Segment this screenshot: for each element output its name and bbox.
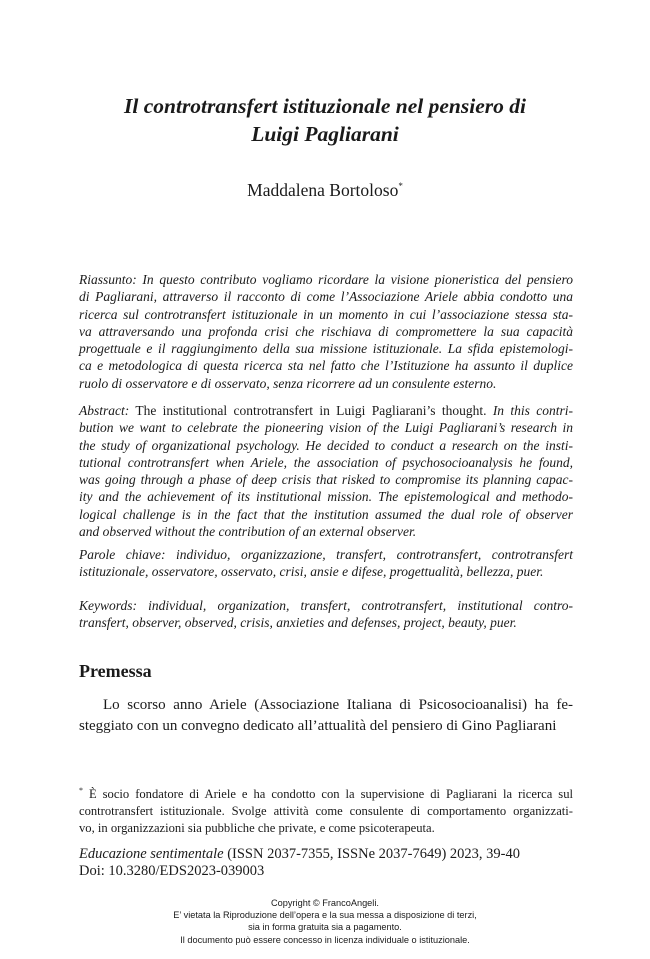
abstract-label: Abstract: (79, 403, 130, 418)
body-paragraph (79, 695, 573, 737)
journal-line (79, 846, 520, 863)
footnote-line: vo, in organizzazioni sia pubbliche che private, e come psicoterapeuta. (79, 821, 435, 836)
author-footnote-marker[interactable]: * (398, 181, 403, 192)
riassunto-line: ricerca sul controtransfert istituzionale in un momento in cui l’associazione stessa sta- (79, 306, 573, 322)
body-line: steggiato con un convegno dedicato all’attualità del pensiero di Gino Pagliarani (79, 718, 557, 734)
copyright-line: sia in forma gratuita sia a pagamento. (248, 922, 402, 933)
abstract-line: and observed without the contribution of an external observer. (79, 524, 417, 540)
abstract-line: bution we want to celebrate the pioneering vision of the Luigi Pagliarani’s research in (79, 420, 573, 436)
abstract-line: was going through a phase of deep crisis that risked to compromise its planning capac- (79, 472, 573, 488)
section-heading: Premessa (79, 661, 152, 681)
author-line (0, 180, 650, 201)
article-title-line-1: Il controtransfert istituzionale nel pensiero di (124, 94, 526, 118)
abstract-line: tutional controtransfert when Ariele, the association of psychosocioanalysis he found, (79, 454, 573, 470)
riassunto-line: di Pagliarani, attraverso il racconto di come l’Associazione Ariele abbia condotto una (79, 289, 573, 305)
journal-citation (79, 846, 520, 880)
riassunto-line: ca e metodologica di questa ricerca sta nel fatto che l’Istituzione ha assunto il duplice (79, 358, 573, 374)
footnote-line: controtransfert istituzionale. Svolge attività come consulente di comportamento organizzati- (79, 804, 573, 819)
copyright-notice (0, 897, 650, 946)
keywords-paragraph (79, 597, 573, 632)
riassunto-line: progettuale e il raggiungimento della sua missione istituzionale. La sfida epistemologi- (79, 341, 573, 357)
abstract-line: the study of organizational psychology. He decided to conduct a research on the insti- (79, 437, 573, 453)
article-title-line-2: Luigi Pagliarani (251, 122, 399, 146)
abstract-line: logical challenge is in the fact that the institution assumed the dual role of observer (79, 506, 573, 522)
author-name: Maddalena Bortoloso (247, 180, 399, 200)
riassunto-line: Riassunto: In questo contributo vogliamo ricordare la visione pioneristica del pensiero (79, 272, 573, 287)
copyright-line: E’ vietata la Riproduzione dell’opera e la sua messa a disposizione di terzi, (173, 910, 477, 921)
abstract-first-line (79, 402, 573, 419)
abstract-first-line-italic: In this contri- (492, 403, 573, 418)
keywords-line: transfert, observer, observed, crisis, anxieties and defenses, project, beauty, puer. (79, 615, 517, 631)
journal-doi[interactable]: Doi: 10.3280/EDS2023-039003 (79, 863, 265, 879)
article-title (60, 92, 590, 148)
footnote (79, 782, 573, 837)
footnote-first-line (79, 782, 573, 803)
riassunto-paragraph (79, 271, 573, 392)
copyright-line: Copyright © FrancoAngeli. (271, 898, 379, 908)
body-line: Lo scorso anno Ariele (Associazione Italiana di Psicosocioanalisi) ha fe- (103, 697, 573, 713)
abstract-paragraph (79, 402, 573, 540)
parole-chiave-paragraph (79, 546, 573, 581)
keywords-line: Keywords: individual, organization, transfert, controtransfert, institutional contro- (79, 598, 573, 613)
parole-chiave-line: istituzionale, osservatore, osservato, crisi, ansie e difese, progettualità, bellezza, puer. (79, 564, 544, 580)
copyright-line: Il documento può essere concesso in licenza individuale o istituzionale. (180, 934, 470, 945)
journal-name: Educazione sentimentale (79, 846, 224, 862)
journal-details: (ISSN 2037-7355, ISSNe 2037-7649) 2023, 39-40 (223, 846, 520, 862)
abstract-line: ity and the achievement of its institutional mission. The epistemological and methodo- (79, 489, 573, 505)
riassunto-line: va attraversando una profonda crisi che rischiava di compromettere la sua capacità (79, 323, 573, 339)
footnote-marker: * (79, 786, 83, 795)
footnote-text: È socio fondatore di Ariele e ha condotto con la supervisione di Pagliarani la ricerca sul (83, 787, 573, 802)
abstract-english-title: The institutional controtransfert in Luigi Pagliarani’s thought. (129, 403, 493, 418)
parole-chiave-line: Parole chiave: individuo, organizzazione, transfert, controtransfert, controtransfert (79, 547, 573, 562)
riassunto-line: ruolo di osservatore e di osservato, senza ricorrere ad un consulente esterno. (79, 375, 497, 391)
